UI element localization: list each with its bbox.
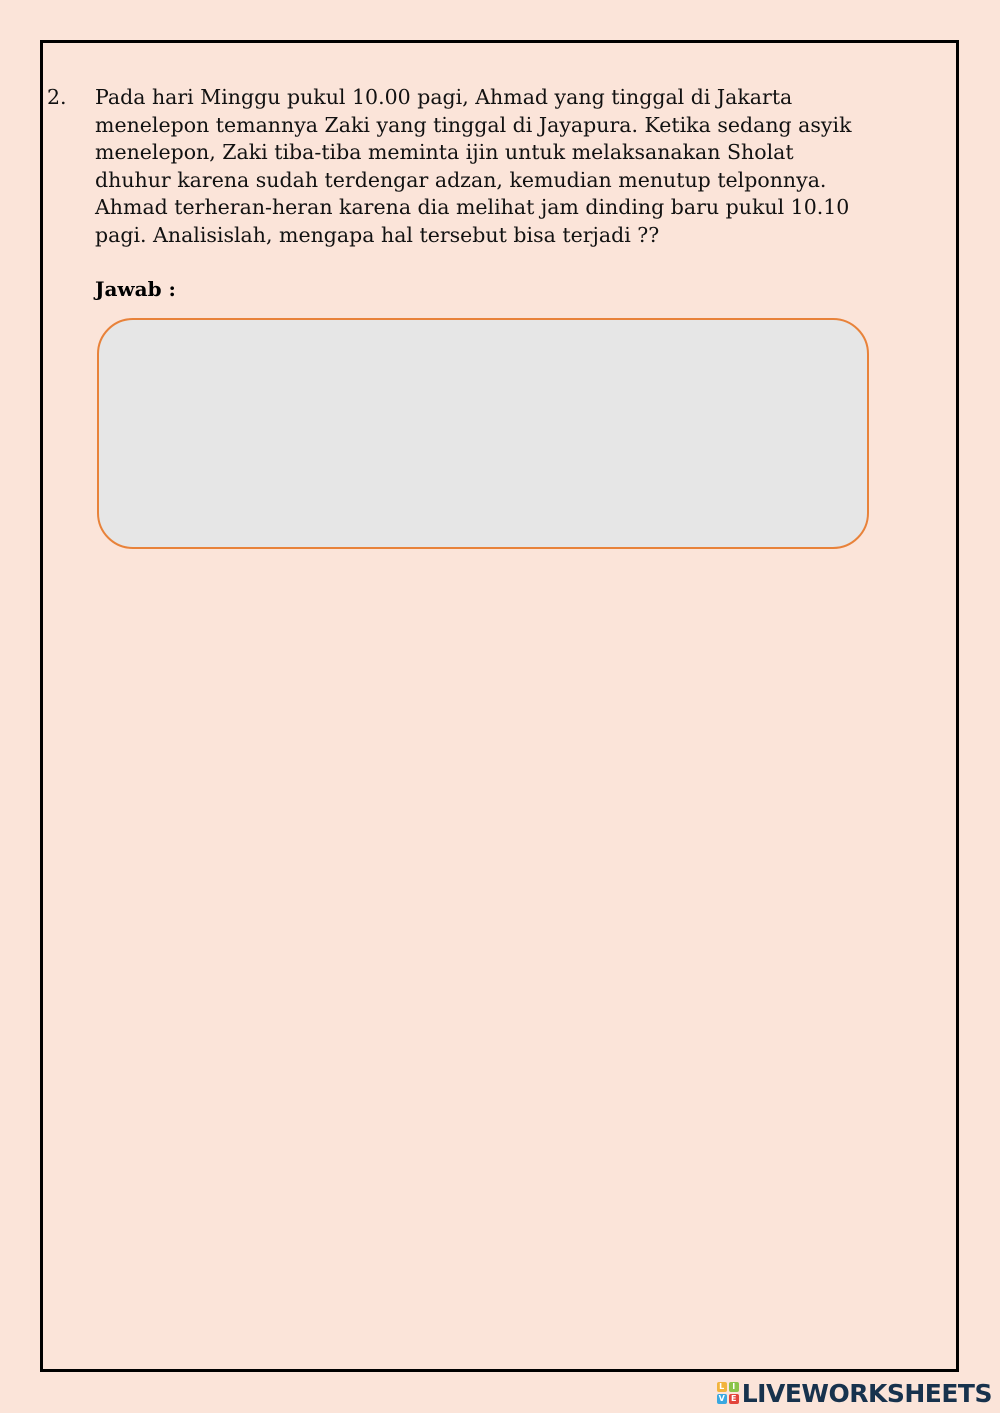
question-line: Ahmad terheran-heran karena dia melihat jam dinding baru pukul 10.10 [95, 195, 850, 220]
question-line: pagi. Analisislah, mengapa hal tersebut bisa terjadi ?? [95, 222, 660, 247]
answer-label: Jawab : [95, 277, 176, 301]
logo-tile-v: V [718, 1394, 725, 1403]
question-line: menelepon temannya Zaki yang tinggal di Jayapura. Ketika sedang asyik [95, 112, 852, 137]
logo-tile-i: I [729, 1382, 739, 1392]
liveworksheets-brand [717, 1377, 992, 1409]
question-number: 2. [47, 85, 67, 109]
question-line: dhuhur karena sudah terdengar adzan, kemudian menutup telponnya. [95, 167, 827, 192]
brand-wordmark: LIVEWORKSHEETS [741, 1378, 992, 1408]
question-line: menelepon, Zaki tiba-tiba meminta ijin untuk melaksanakan Sholat [95, 140, 794, 165]
question-line: Pada hari Minggu pukul 10.00 pagi, Ahmad yang tinggal di Jakarta [95, 85, 793, 109]
liveworksheets-logo-icon [717, 1382, 739, 1404]
logo-tile-e: E [729, 1394, 739, 1404]
question-text [95, 84, 955, 250]
answer-input-box[interactable] [97, 318, 869, 549]
logo-tile-l: L [717, 1382, 727, 1392]
